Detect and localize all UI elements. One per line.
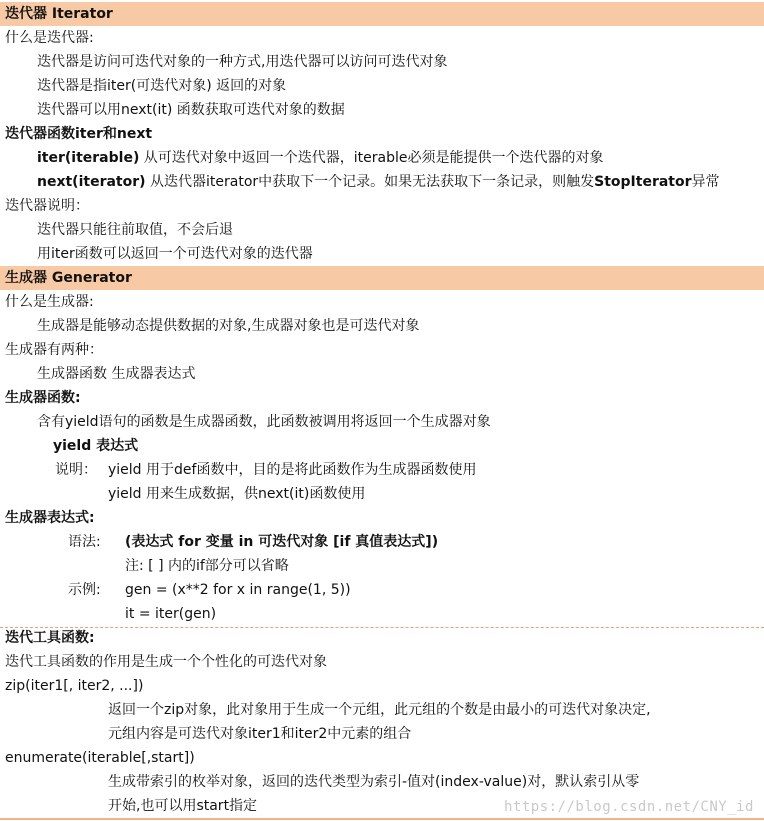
generator-func-title: 生成器函数: [5,390,81,406]
next-description-tail: 异常 [691,174,720,190]
iterator-notes-title: 迭代器说明： [5,198,89,214]
zip-description-2: 元组内容是可迭代对象iter1和iter2中元素的组合 [108,726,412,742]
stop-iterator-keyword: StopIterator [594,174,692,190]
yield-note-row-2 [0,482,764,506]
enum-desc-row-1 [0,770,764,794]
generator-definition: 生成器是能够动态提供数据的对象,生成器对象也是可迭代对象 [37,318,420,334]
iterator-definition-1: 迭代器是访问可迭代对象的一种方式,用迭代器可以访问可迭代对象 [37,54,448,70]
syntax-label: 语法: [68,534,101,550]
enumerate-description-2: 开始,也可以用start指定 [108,798,258,814]
iterator-notes-title-row [0,194,764,218]
generator-func-desc-row [0,410,764,434]
zip-desc-row-1 [0,698,764,722]
generator-expr-title-row [0,506,764,530]
iter-description: 从可迭代对象中返回一个迭代器，iterable必须是能提供一个迭代器的对象 [139,150,604,166]
iterator-definition-2: 迭代器是指iter(可迭代对象) 返回的对象 [37,78,287,94]
iter-signature: iter(iterable) [37,150,140,166]
iterator-note-2: 用iter函数可以返回一个可迭代对象的迭代器 [37,246,313,262]
generator-section-header [0,266,764,290]
next-signature: next(iterator) [37,174,146,190]
syntax-row [0,530,764,554]
watermark-url: https://blog.csdn.net/CNY_id [503,799,754,815]
zip-signature: zip(iter1[, iter2, ...]) [5,678,144,694]
explain-label: 说明： [55,462,97,478]
generator-header-text: 生成器 Generator [5,270,132,286]
iter-function-row [0,146,764,170]
generator-kinds-row [0,362,764,386]
generator-kinds-title-row [0,338,764,362]
iterator-definition-3: 迭代器可以用next(it) 函数获取可迭代对象的数据 [37,102,345,118]
zip-description-1: 返回一个zip对象，此对象用于生成一个元组，此元组的个数是由最小的可迭代对象决定, [108,702,651,718]
next-function-row [0,170,764,194]
iterator-what-is-row [0,26,764,50]
syntax-note: 注: [ ] 内的if部分可以省略 [125,558,289,574]
yield-note-1: yield 用于def函数中，目的是将此函数作为生成器函数使用 [108,462,477,478]
iterator-what-is-label: 什么是迭代器: [5,30,94,46]
syntax-note-row [0,554,764,578]
example-code-1: gen = (x**2 for x in range(1, 5)) [125,582,351,598]
example-row-1 [0,578,764,602]
generator-def-row [0,314,764,338]
iterator-def-row-2 [0,74,764,98]
tools-purpose: 迭代工具函数的作用是生成一个个性化的可迭代对象 [5,654,327,670]
iterator-note-row-2 [0,242,764,266]
generator-what-is-label: 什么是生成器: [5,294,94,310]
enumerate-description-1: 生成带索引的枚举对象，返回的迭代类型为索引-值对(index-value)对，默认索引从零 [108,774,640,790]
generator-func-title-row [0,386,764,410]
iterator-note-row-1 [0,218,764,242]
iterator-funcs-title-row [0,122,764,146]
iterator-funcs-title: 迭代器函数iter和next [5,126,153,142]
iterator-note-1: 迭代器只能往前取值，不会后退 [37,222,233,238]
yield-note-row-1 [0,458,764,482]
iterator-def-row-1 [0,50,764,74]
iterator-header-text: 迭代器 Iterator [5,6,113,22]
generator-kinds: 生成器函数 生成器表达式 [37,366,196,382]
example-code-2: it = iter(gen) [125,606,217,622]
tools-title: 迭代工具函数: [5,630,95,646]
iterator-section-header [0,2,764,26]
generator-func-description: 含有yield语句的函数是生成器函数，此函数被调用将返回一个生成器对象 [37,414,491,430]
yield-title-row [0,434,764,458]
example-label: 示例: [68,582,101,598]
tools-title-row [0,626,764,650]
example-row-2 [0,602,764,626]
bottom-border [0,818,764,820]
generator-kinds-title: 生成器有两种： [5,342,103,358]
generator-expr-title: 生成器表达式: [5,510,95,526]
tools-purpose-row [0,650,764,674]
enum-sig-row [0,746,764,770]
yield-title: yield 表达式 [53,438,139,454]
syntax-text: (表达式 for 变量 in 可迭代对象 [if 真值表达式]) [125,534,439,550]
generator-what-is-row [0,290,764,314]
yield-note-2: yield 用来生成数据，供next(it)函数使用 [108,486,366,502]
enumerate-signature: enumerate(iterable[,start]) [5,750,195,766]
next-description: 从迭代器iterator中获取下一个记录。如果无法获取下一条记录，则触发 [145,174,595,190]
zip-desc-row-2 [0,722,764,746]
zip-sig-row [0,674,764,698]
iterator-def-row-3 [0,98,764,122]
